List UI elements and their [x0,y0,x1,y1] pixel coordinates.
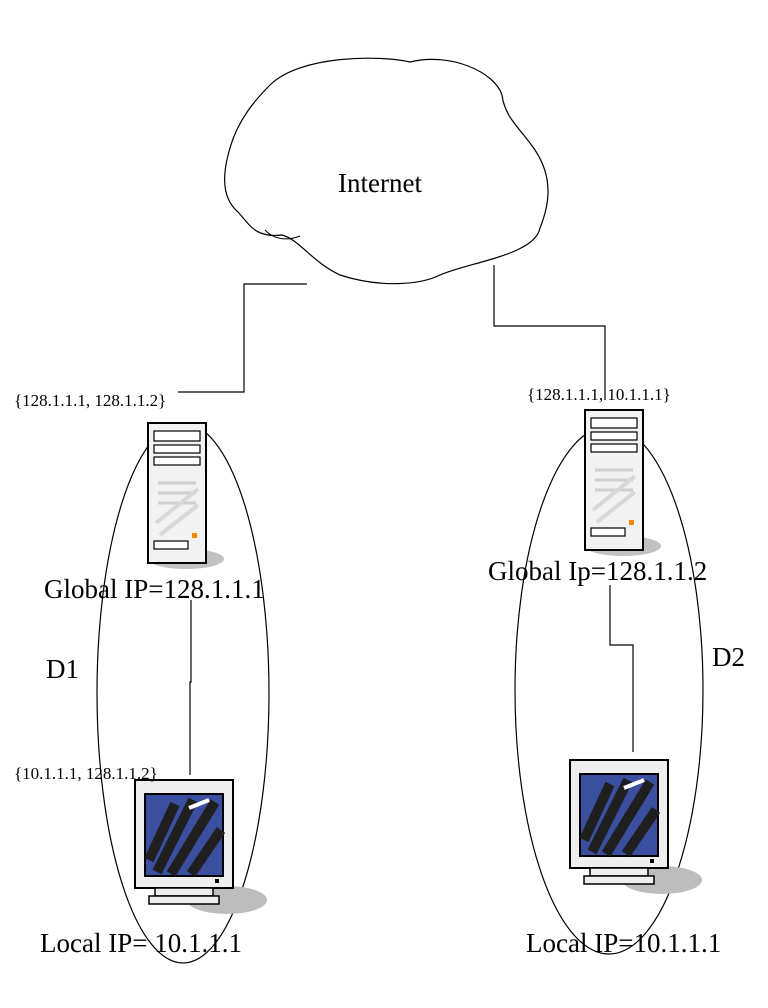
link-internet-right [494,265,605,400]
left-server-icon [148,423,224,569]
right-server-icon [585,410,661,556]
left-client-tuple: {10.1.1.1, 128.1.1.2} [14,764,158,783]
right-server-tuple: {128.1.1.1, 10.1.1.1} [527,385,671,404]
right-client-monitor-icon [570,760,702,894]
left-client-monitor-icon [135,780,267,914]
domain-d1-label: D1 [46,654,79,684]
right-client-ip: Local IP=10.1.1.1 [526,928,722,958]
left-server-tuple: {128.1.1.1, 128.1.1.2} [14,391,167,410]
left-server-ip: Global IP=128.1.1.1 [44,574,265,604]
link-internet-left [178,284,307,392]
right-server-ip: Global Ip=128.1.1.2 [488,556,708,586]
link-right-server-client [610,585,633,752]
domain-d2-label: D2 [712,642,745,672]
left-client-ip: Local IP= 10.1.1.1 [40,928,242,958]
link-left-server-client [190,600,191,775]
internet-label: Internet [338,168,422,198]
